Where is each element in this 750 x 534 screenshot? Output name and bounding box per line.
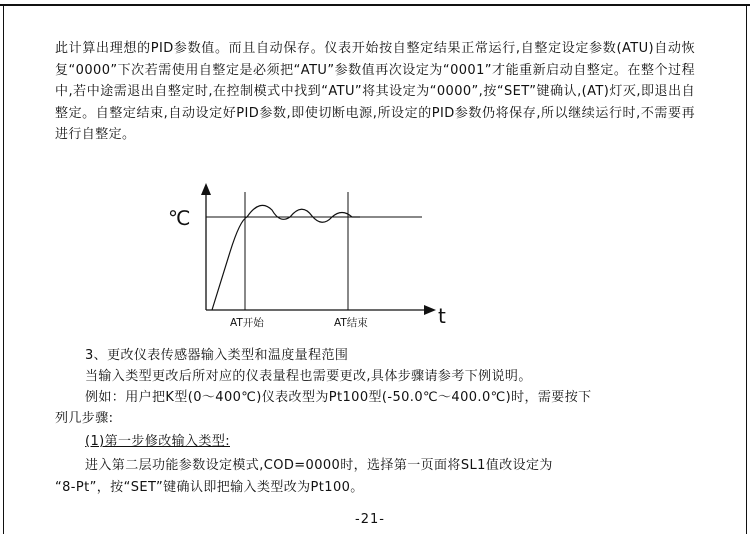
x-axis-label: t xyxy=(438,304,446,328)
section3-example-line1: 例如：用户把K型(0～400℃)仪表改型为Pt100型(-50.0℃～400.0℃)时，需要按下 xyxy=(85,390,592,405)
step1-line1: 进入第二层功能参数设定模式,COD=0000时，选择第一页面将SL1值改设定为 xyxy=(85,458,553,473)
section3-line1: 当输入类型更改后所对应的仪表量程也需要更改,具体步骤请参考下例说明。 xyxy=(85,369,532,384)
step1-line2: “8-Pt”，按“SET”键确认即把输入类型改为Pt100。 xyxy=(55,480,364,495)
y-axis-arrow xyxy=(201,183,211,195)
x-axis-arrow xyxy=(424,305,436,315)
tick-label-at-end: AT结束 xyxy=(334,317,368,329)
page-border-left xyxy=(3,4,4,534)
page-number: -21- xyxy=(355,512,385,527)
section3-heading: 3、更改仪表传感器输入类型和温度量程范围 xyxy=(85,348,349,363)
y-axis-label: ℃ xyxy=(168,206,191,230)
page-border-top xyxy=(0,4,750,6)
step1-heading: (1)第一步修改输入类型: xyxy=(85,434,230,449)
tick-label-at-start: AT开始 xyxy=(230,317,264,329)
temperature-response-curve xyxy=(212,205,360,310)
page-border-right xyxy=(746,4,747,534)
autotune-response-figure xyxy=(160,180,460,330)
paragraph-autotune-description: 此计算出理想的PID参数值。而且自动保存。仪表开始按自整定结果正常运行,自整定设定参数(ATU)自动恢复“0000”下次若需使用自整定是必须把“ATU”参数值再次设定为“0001”才能重新启动自整定。在整个过程中,若中途需退出自整定时,在控制模式中找到“ATU”将其设定为“0000”,按“SET”键确认,(AT)灯灭,即退出自整定。自整定结束,自动设定好PID参数,即使切断电源,所设定的PID参数仍将保存,所以继续运行时,不需要再进行自整定。 xyxy=(55,41,695,142)
section3-example-line2: 列几步骤: xyxy=(55,411,114,426)
